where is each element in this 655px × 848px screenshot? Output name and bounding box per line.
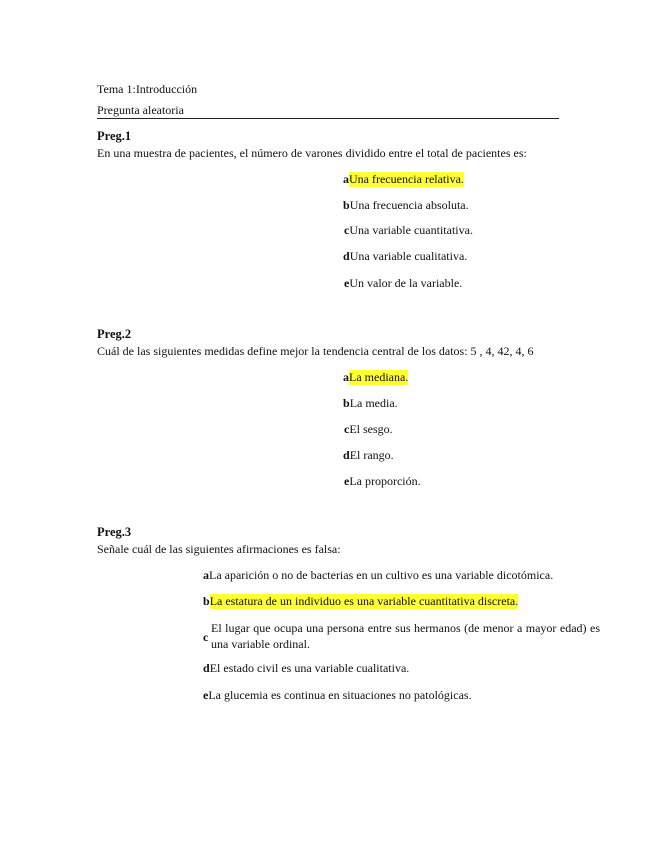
q2-option-e[interactable]: [344, 474, 421, 489]
q1-option-b[interactable]: [343, 198, 469, 213]
option-letter: e: [344, 474, 350, 488]
option-text: La mediana.: [349, 370, 409, 384]
q2-option-a[interactable]: [343, 370, 408, 385]
q3-option-b[interactable]: [203, 594, 518, 609]
q3-option-d[interactable]: [203, 661, 409, 676]
option-text: La glucemia es continua en situaciones no patológicas.: [208, 688, 472, 702]
option-letter: a: [203, 568, 209, 582]
header-divider: [97, 118, 559, 119]
option-text: La aparición o no de bacterias en un cultivo es una variable dicotómica.: [209, 568, 554, 582]
option-text: El rango.: [349, 448, 394, 462]
option-letter: d: [203, 661, 210, 675]
option-letter: d: [343, 448, 350, 462]
question-2-title: Preg.2: [97, 327, 132, 341]
question-1-text: En una muestra de pacientes, el número de varones dividido entre el total de pacientes es:: [97, 146, 527, 160]
option-letter: c: [344, 422, 350, 436]
option-letter: d: [343, 249, 350, 263]
option-text: El lugar que ocupa una persona entre sus hermanos (de menor a mayor edad) es una variable ordinal.: [211, 621, 600, 651]
subtitle: Pregunta aleatoria: [97, 103, 184, 117]
option-letter: a: [343, 172, 349, 186]
option-letter: a: [343, 370, 349, 384]
q3-option-e[interactable]: [203, 688, 472, 703]
option-text: La estatura de un individuo es una variable cuantitativa discreta.: [209, 594, 519, 608]
option-text: La media.: [349, 396, 398, 410]
question-3-title: Preg.3: [97, 525, 132, 539]
option-text: Una variable cuantitativa.: [349, 223, 473, 237]
option-text: Una variable cualitativa.: [349, 249, 468, 263]
question-3-text: Señale cuál de las siguientes afirmaciones es falsa:: [97, 542, 341, 556]
option-text: Un valor de la variable.: [349, 276, 463, 290]
q1-option-e[interactable]: [344, 276, 462, 291]
option-letter: c: [203, 630, 209, 644]
option-letter: c: [344, 223, 350, 237]
topic-title: Tema 1:Introducción: [97, 82, 198, 96]
q1-option-d[interactable]: [343, 249, 467, 264]
q2-option-b[interactable]: [343, 396, 398, 411]
question-1-title: Preg.1: [97, 129, 132, 143]
q2-option-c[interactable]: [344, 422, 393, 437]
option-text: El estado civil es una variable cualitativa.: [209, 661, 410, 675]
option-text: Una frecuencia absoluta.: [349, 198, 469, 212]
option-letter: e: [203, 688, 209, 702]
q3-option-a[interactable]: [203, 568, 553, 583]
option-text: Una frecuencia relativa.: [349, 172, 464, 186]
q2-option-d[interactable]: [343, 448, 394, 463]
q1-option-a[interactable]: [343, 172, 464, 187]
option-letter: b: [343, 396, 350, 410]
option-letter: b: [343, 198, 350, 212]
question-2-text: Cuál de las siguientes medidas define mejor la tendencia central de los datos: 5 , 4, 42, 4, 6: [97, 344, 534, 358]
option-text: La proporción.: [349, 474, 421, 488]
option-letter: b: [203, 594, 210, 608]
option-letter: e: [344, 276, 350, 290]
option-text: El sesgo.: [349, 422, 393, 436]
q1-option-c[interactable]: [344, 223, 473, 238]
